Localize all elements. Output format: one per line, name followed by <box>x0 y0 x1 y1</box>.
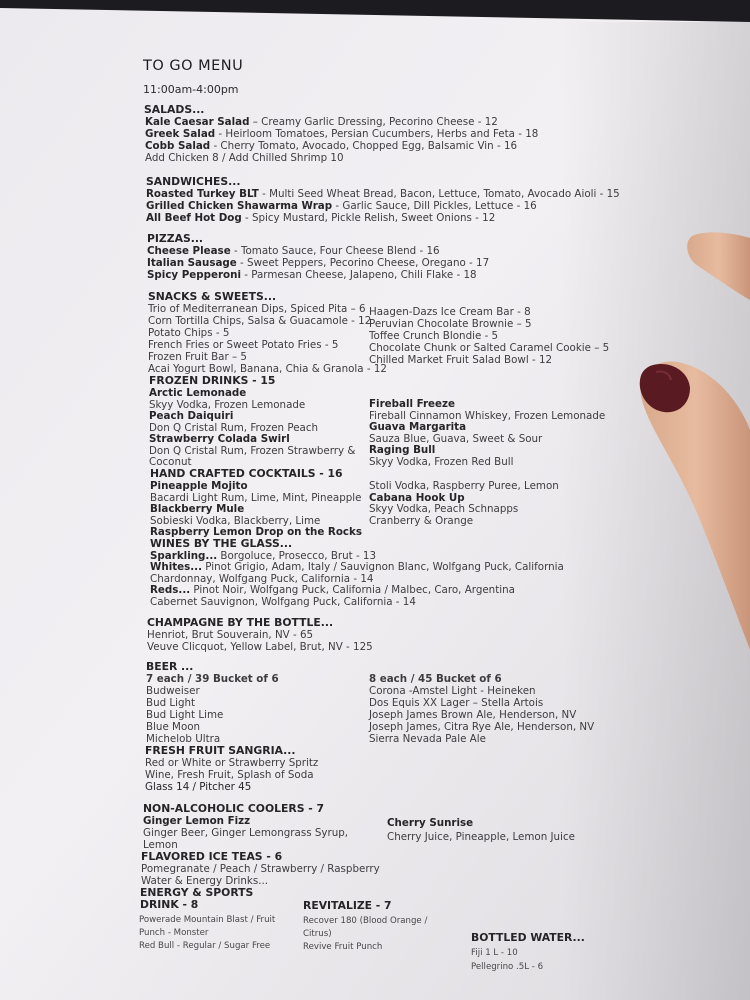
cocktail-desc: Bacardi Light Rum, Lime, Mint, Pineapple <box>150 492 362 504</box>
salad-desc: - Cherry Tomato, Avocado, Chopped Egg, Balsamic Vin - 16 <box>210 140 518 152</box>
snack-item: Peruvian Chocolate Brownie – 5 <box>369 318 532 330</box>
salad-desc: - Heirloom Tomatoes, Persian Cucumbers, Herbs and Feta - 18 <box>215 128 539 140</box>
beer-item: Corona -Amstel Light - Heineken <box>369 685 536 697</box>
frozen-drink-name: Peach Daiquiri <box>149 410 234 422</box>
sangria-heading: FRESH FRUIT SANGRIA... <box>145 744 296 757</box>
coolers-heading: NON-ALCOHOLIC COOLERS - 7 <box>143 802 325 815</box>
beer-item: Joseph James Brown Ale, Henderson, NV <box>369 709 577 721</box>
champagne-item: Henriot, Brut Souverain, NV - 65 <box>147 629 314 641</box>
wines-heading: WINES BY THE GLASS... <box>150 537 293 550</box>
snack-item: Toffee Crunch Blondie - 5 <box>369 330 499 342</box>
bottled-water-line: Fiji 1 L - 10 <box>471 948 518 958</box>
cocktail-name: Cabana Hook Up <box>369 492 465 504</box>
salad-item <box>145 140 517 152</box>
energy-heading-2: DRINK - 8 <box>140 898 199 911</box>
cocktail-desc: Cranberry & Orange <box>369 515 474 527</box>
sandwich-name: All Beef Hot Dog <box>146 212 242 224</box>
beer-item: Bud Light <box>146 697 196 709</box>
revitalize-line: Recover 180 (Blood Orange / <box>303 916 428 926</box>
snack-item: Potato Chips - 5 <box>148 327 230 339</box>
cooler-name: Ginger Lemon Fizz <box>143 815 251 827</box>
revitalize-line: Citrus) <box>303 929 332 939</box>
cocktail-name: Raspberry Lemon Drop on the Rocks <box>150 526 362 538</box>
pizza-item <box>147 269 477 281</box>
frozen-drink-desc: Fireball Cinnamon Whiskey, Frozen Lemonade <box>369 410 606 422</box>
wine-reds-cont: Cabernet Sauvignon, Wolfgang Puck, California - 14 <box>150 596 416 608</box>
sangria-line: Wine, Fresh Fruit, Splash of Soda <box>145 769 314 781</box>
pizza-name: Cheese Please <box>147 245 231 257</box>
cocktail-desc: Sobieski Vodka, Blackberry, Lime <box>150 515 321 527</box>
beer-price-left: 7 each / 39 Bucket of 6 <box>146 673 279 685</box>
pizza-item <box>147 245 440 257</box>
salads-heading: SALADS... <box>144 103 205 116</box>
cocktails-heading: HAND CRAFTED COCKTAILS - 16 <box>150 467 343 480</box>
frozen-drink-name: Strawberry Colada Swirl <box>149 433 290 445</box>
frozen-heading: FROZEN DRINKS - 15 <box>149 374 276 387</box>
beer-price-right: 8 each / 45 Bucket of 6 <box>369 673 502 685</box>
cooler-desc: Lemon <box>143 839 178 851</box>
sandwich-desc: - Multi Seed Wheat Bread, Bacon, Lettuce, Tomato, Avocado Aioli - 15 <box>258 188 620 200</box>
sandwich-desc: - Spicy Mustard, Pickle Relish, Sweet Onions - 12 <box>241 212 496 224</box>
sandwich-item <box>146 200 537 212</box>
sangria-price: Glass 14 / Pitcher 45 <box>145 781 252 793</box>
beer-item: Joseph James, Citra Rye Ale, Henderson, NV <box>369 721 595 733</box>
beer-item: Michelob Ultra <box>146 733 221 745</box>
energy-line: Punch - Monster <box>139 928 209 938</box>
salad-item <box>145 128 538 140</box>
beer-item: Blue Moon <box>146 721 201 733</box>
beer-item: Budweiser <box>146 685 200 697</box>
salad-item <box>145 116 498 128</box>
pizza-name: Italian Sausage <box>147 257 237 269</box>
snack-item: Frozen Fruit Bar – 5 <box>148 351 247 363</box>
revitalize-line: Revive Fruit Punch <box>303 942 383 952</box>
pizza-desc: - Tomato Sauce, Four Cheese Blend - 16 <box>230 245 440 257</box>
pizza-desc: - Parmesan Cheese, Jalapeno, Chili Flake - 18 <box>240 269 477 281</box>
cocktail-desc: Stoli Vodka, Raspberry Puree, Lemon <box>369 480 559 492</box>
cooler-desc: Cherry Juice, Pineapple, Lemon Juice <box>387 831 575 843</box>
beer-item: Dos Equis XX Lager – Stella Artois <box>369 697 544 709</box>
bottled-water-line: Pellegrino .5L - 6 <box>471 962 544 972</box>
wine-list: Pinot Noir, Wolfgang Puck, California / Malbec, Caro, Argentina <box>190 584 515 596</box>
wine-whites <box>150 561 564 573</box>
frozen-drink-desc: Don Q Cristal Rum, Frozen Strawberry & <box>149 445 356 457</box>
sandwich-name: Grilled Chicken Shawarma Wrap <box>146 200 333 212</box>
wine-list: Pinot Grigio, Adam, Italy / Sauvignon Blanc, Wolfgang Puck, California <box>202 561 564 573</box>
champagne-heading: CHAMPAGNE BY THE BOTTLE... <box>147 616 334 629</box>
salad-name: Kale Caesar Salad <box>145 116 250 128</box>
salad-name: Greek Salad <box>145 128 216 140</box>
teas-heading: FLAVORED ICE TEAS - 6 <box>141 850 283 863</box>
sandwich-desc: - Garlic Sauce, Dill Pickles, Lettuce - 16 <box>332 200 537 212</box>
champagne-item: Veuve Clicquot, Yellow Label, Brut, NV - 125 <box>147 641 373 653</box>
cocktail-name: Blackberry Mule <box>150 503 245 515</box>
revitalize-heading: REVITALIZE - 7 <box>303 899 392 912</box>
pizza-name: Spicy Pepperoni <box>147 269 241 281</box>
beer-item: Sierra Nevada Pale Ale <box>369 733 486 745</box>
cocktail-name: Pineapple Mojito <box>150 480 248 492</box>
salad-desc: – Creamy Garlic Dressing, Pecorino Cheese - 12 <box>249 116 498 128</box>
salad-name: Cobb Salad <box>145 140 211 152</box>
tea-line: Pomegranate / Peach / Strawberry / Raspberry <box>141 863 380 875</box>
frozen-drink-name: Guava Margarita <box>369 421 467 433</box>
cooler-desc: Ginger Beer, Ginger Lemongrass Syrup, <box>143 827 349 839</box>
bottled-water-heading: BOTTLED WATER... <box>471 931 585 944</box>
wine-reds <box>150 584 515 596</box>
wine-list: Borgoluce, Prosecco, Brut - 13 <box>217 550 377 562</box>
cooler-name: Cherry Sunrise <box>387 817 474 829</box>
snack-item: Chocolate Chunk or Salted Caramel Cookie – 5 <box>369 342 610 354</box>
energy-line: Powerade Mountain Blast / Fruit <box>139 915 276 925</box>
menu-title: TO GO MENU <box>143 58 244 74</box>
beer-item: Bud Light Lime <box>146 709 224 721</box>
snack-item: Trio of Mediterranean Dips, Spiced Pita – 6 <box>148 303 366 315</box>
pizza-item <box>147 257 489 269</box>
frozen-drink-desc: Don Q Cristal Rum, Frozen Peach <box>149 422 319 434</box>
salad-addon: Add Chicken 8 / Add Chilled Shrimp 10 <box>145 152 344 164</box>
tea-line: Water & Energy Drinks... <box>141 875 269 887</box>
energy-line: Red Bull - Regular / Sugar Free <box>139 941 271 951</box>
energy-heading: ENERGY & SPORTS <box>140 886 254 899</box>
frozen-drink-desc: Skyy Vodka, Frozen Red Bull <box>369 456 514 468</box>
wine-whites-cont: Chardonnay, Wolfgang Puck, California - 14 <box>150 573 374 585</box>
pizza-desc: - Sweet Peppers, Pecorino Cheese, Oregano - 17 <box>236 257 490 269</box>
sandwich-item <box>146 188 620 200</box>
sandwich-item <box>146 212 495 224</box>
frozen-drink-desc: Coconut <box>149 456 192 468</box>
frozen-drink-name: Fireball Freeze <box>369 398 455 410</box>
sandwich-name: Roasted Turkey BLT <box>146 188 259 200</box>
wine-type: Reds... <box>150 584 191 596</box>
pizzas-heading: PIZZAS... <box>147 232 204 245</box>
frozen-drink-desc: Sauza Blue, Guava, Sweet & Sour <box>369 433 543 445</box>
snack-item: Chilled Market Fruit Salad Bowl - 12 <box>369 354 553 366</box>
wine-type: Whites... <box>150 561 202 573</box>
beer-heading: BEER ... <box>146 660 194 673</box>
snack-item: Acai Yogurt Bowl, Banana, Chia & Granola - 12 <box>148 363 387 375</box>
cocktail-desc: Skyy Vodka, Peach Schnapps <box>369 503 519 515</box>
snack-item: Haagen-Dazs Ice Cream Bar - 8 <box>369 306 531 318</box>
snack-item: French Fries or Sweet Potato Fries - 5 <box>148 339 339 351</box>
sangria-line: Red or White or Strawberry Spritz <box>145 757 319 769</box>
wine-type: Sparkling... <box>150 550 218 562</box>
menu-hours: 11:00am-4:00pm <box>143 83 239 96</box>
frozen-drink-name: Arctic Lemonade <box>149 387 247 399</box>
sandwiches-heading: SANDWICHES... <box>146 175 241 188</box>
snack-item: Corn Tortilla Chips, Salsa & Guacamole - 12 <box>148 315 372 327</box>
snacks-heading: SNACKS & SWEETS... <box>148 290 277 303</box>
frozen-drink-desc: Skyy Vodka, Frozen Lemonade <box>149 399 306 411</box>
frozen-drink-name: Raging Bull <box>369 444 436 456</box>
